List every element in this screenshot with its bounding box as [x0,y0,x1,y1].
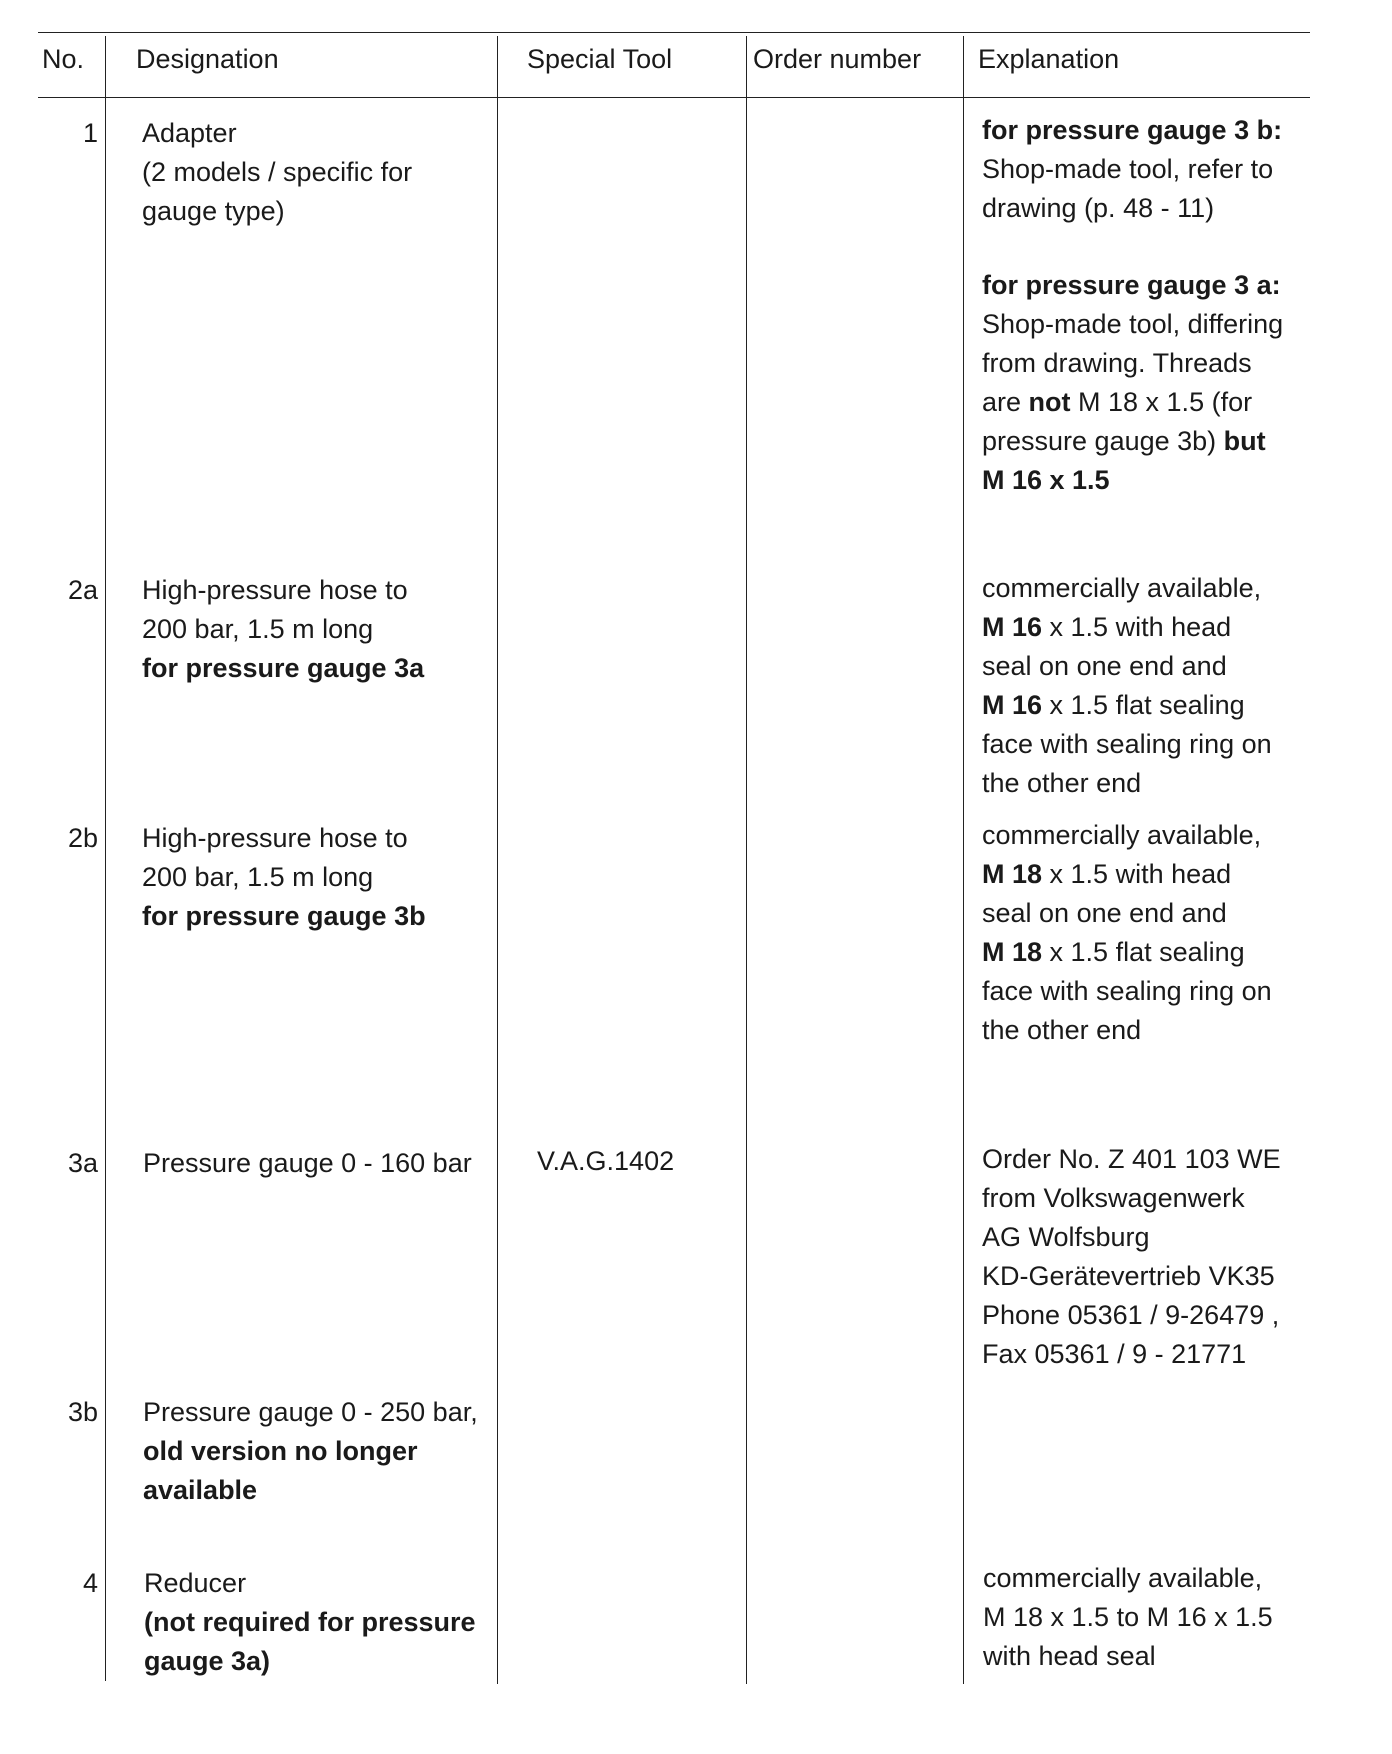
row-4-designation-line: (not required for pressure [144,1607,476,1637]
row-3a-designation: Pressure gauge 0 - 160 bar [143,1148,472,1178]
row-2a-explanation-line [982,608,1272,647]
header-bottom-rule [38,97,1310,98]
row-4-explanation-line: M 18 x 1.5 to M 16 x 1.5 [983,1602,1273,1632]
row-2b-no: 2b [67,823,98,853]
text-segment: x 1.5 with head [1042,612,1232,642]
header-order-number: Order number [753,44,922,74]
row-4-designation-line: gauge 3a) [144,1646,271,1676]
row-3a-explanation-line: from Volkswagenwerk [982,1183,1245,1213]
row-3b-no: 3b [67,1397,98,1427]
row-3a-explanation-line: AG Wolfsburg [982,1222,1150,1252]
header-designation: Designation [136,44,279,74]
header-no: No. [42,44,85,74]
text-segment: M 18 x 1.5 (for [1070,387,1253,417]
row-2b-explanation-line [982,933,1272,972]
row-3b-designation [143,1393,478,1510]
row-1-explanation-gauge-3a [982,266,1283,500]
row-1-designation-line: gauge type) [142,196,285,226]
row-2b-explanation-line: face with sealing ring on [982,976,1272,1006]
row-4-explanation-line: with head seal [983,1641,1156,1671]
row-1-explanation-line [982,422,1283,461]
row-3a-explanation-line: Phone 05361 / 9-26479 , [982,1300,1280,1330]
row-2b-explanation-line: commercially available, [982,820,1262,850]
row-2b-explanation [982,816,1272,1050]
row-2a-explanation-line: seal on one end and [982,651,1227,681]
text-segment-bold: not [1028,387,1071,417]
row-2a-explanation-line: face with sealing ring on [982,729,1272,759]
row-2b-designation-line: for pressure gauge 3b [142,901,426,931]
row-1-designation [142,114,412,231]
row-2a-designation-line: 200 bar, 1.5 m long [142,614,374,644]
row-2a-designation-line: for pressure gauge 3a [142,653,425,683]
row-2b-explanation-line [982,855,1272,894]
row-2a-designation [142,571,424,688]
text-segment: x 1.5 flat sealing [1042,690,1245,720]
row-1-designation-line: (2 models / specific for [142,157,413,187]
column-divider-order-number [963,36,964,1684]
column-divider-designation [497,36,498,1684]
row-4-explanation-line: commercially available, [983,1563,1263,1593]
row-2b-designation [142,819,426,936]
table-top-rule [38,32,1310,33]
header-special-tool: Special Tool [527,44,673,74]
row-1-designation-line: Adapter [142,118,237,148]
row-1-explanation-heading: for pressure gauge 3 b: [982,115,1283,145]
row-1-explanation-heading: for pressure gauge 3 a: [982,270,1281,300]
row-2b-explanation-line: seal on one end and [982,898,1227,928]
text-segment-bold: M 18 [982,937,1043,967]
row-2b-designation-line: 200 bar, 1.5 m long [142,862,374,892]
row-2a-designation-line: High-pressure hose to [142,575,408,605]
text-segment: pressure gauge 3b) [982,426,1224,456]
row-3a-explanation-line: Fax 05361 / 9 - 21771 [982,1339,1247,1369]
row-2b-designation-line: High-pressure hose to [142,823,408,853]
row-3a-no: 3a [67,1148,98,1178]
text-segment-bold: M 18 [982,859,1043,889]
row-1-no: 1 [82,118,98,148]
row-1-explanation-line: from drawing. Threads [982,348,1252,378]
row-4-designation [144,1564,476,1681]
row-4-designation-line: Reducer [144,1568,247,1598]
row-1-explanation-line: M 16 x 1.5 [982,465,1110,495]
row-4-no: 4 [82,1568,98,1598]
text-segment-bold: but [1223,426,1266,456]
row-1-explanation-line: drawing (p. 48 - 11) [982,193,1215,223]
row-3a-explanation [982,1140,1281,1374]
text-segment-bold: M 16 [982,612,1043,642]
row-2a-explanation [982,569,1272,803]
text-segment: are [982,387,1029,417]
row-3b-designation-line: Pressure gauge 0 - 250 bar, [143,1397,478,1427]
row-1-explanation-gauge-3b [982,111,1282,228]
row-3a-special-tool: V.A.G.1402 [537,1146,675,1176]
row-3a-explanation-line: Order No. Z 401 103 WE [982,1144,1281,1174]
text-segment-bold: M 16 [982,690,1043,720]
row-3b-designation-line: old version no longer [143,1436,418,1466]
column-divider-special-tool [746,36,747,1684]
text-segment: x 1.5 with head [1042,859,1232,889]
row-3a-explanation-line: KD-Gerätevertrieb VK35 [982,1261,1275,1291]
row-1-explanation-line [982,383,1283,422]
row-2a-no: 2a [67,575,98,605]
row-2a-explanation-line: the other end [982,768,1142,798]
text-segment: x 1.5 flat sealing [1042,937,1245,967]
row-2b-explanation-line: the other end [982,1015,1142,1045]
row-3b-designation-line: available [143,1475,258,1505]
header-explanation: Explanation [978,44,1120,74]
column-divider-no [105,36,106,1681]
row-2a-explanation-line [982,686,1272,725]
row-1-explanation-line: Shop-made tool, differing [982,309,1284,339]
row-1-explanation-line: Shop-made tool, refer to [982,154,1274,184]
row-2a-explanation-line: commercially available, [982,573,1262,603]
row-4-explanation [983,1559,1273,1676]
